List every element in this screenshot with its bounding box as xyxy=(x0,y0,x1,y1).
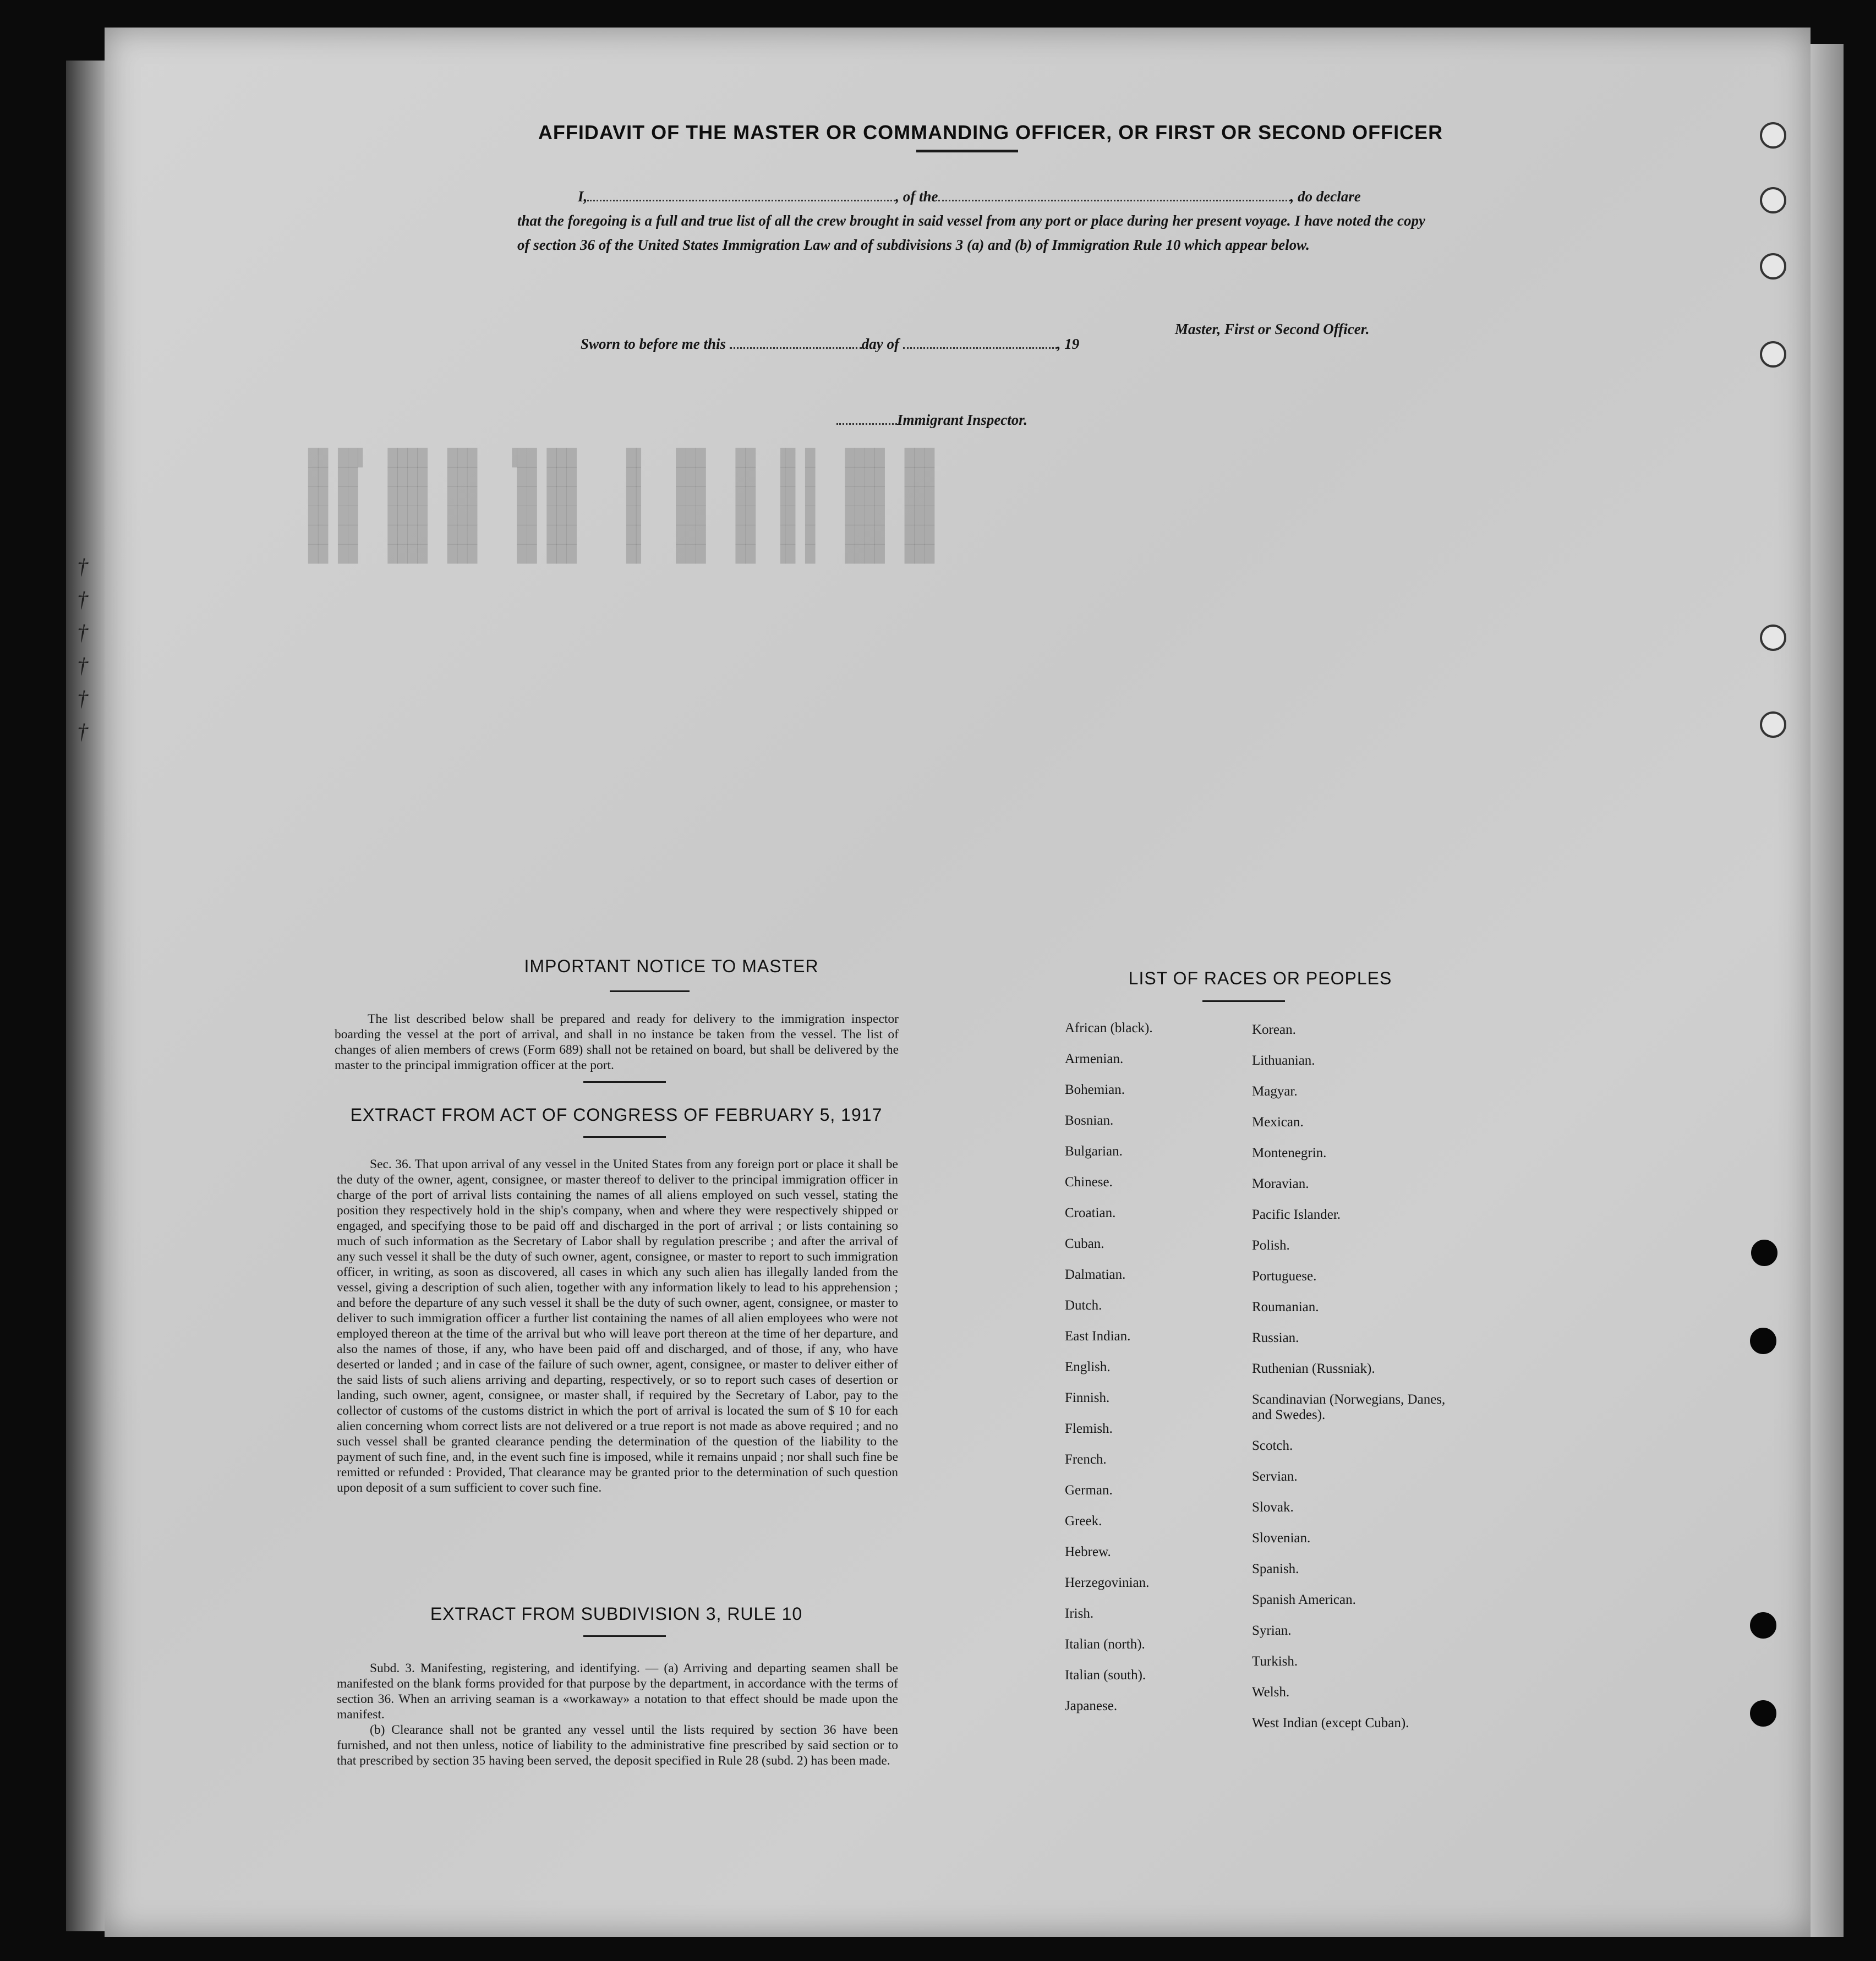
vessel-blank xyxy=(938,200,1290,201)
declaration-line xyxy=(517,184,1425,209)
race-entry: African (black). xyxy=(1065,1021,1153,1036)
race-entry: West Indian (except Cuban). xyxy=(1252,1716,1409,1730)
race-entry: Italian (north). xyxy=(1065,1637,1145,1652)
master-signature-label: Master, First or Second Officer. xyxy=(1175,321,1370,337)
day-blank xyxy=(730,347,862,349)
race-entry: Dalmatian. xyxy=(1065,1267,1126,1282)
races-left-column xyxy=(1065,1021,1153,1729)
rule-extract-underline xyxy=(583,1635,666,1637)
race-entry: Dutch. xyxy=(1065,1298,1102,1313)
notice-underline xyxy=(610,990,690,992)
act-extract-top-rule xyxy=(583,1081,666,1083)
inspector-blank xyxy=(836,423,897,425)
declaration-text: that the foregoing is a full and true list of all the crew brought in said vessel from any port or place during her present voyage. I have noted the copy of section 36 of the United States Immigration Law and of subdivisions 3 (a) and (b) of Immigration Rule 10 which appear below. xyxy=(517,212,1425,253)
race-entry: Armenian. xyxy=(1065,1051,1124,1066)
binder-hole xyxy=(1760,341,1786,368)
race-entry: Bohemian. xyxy=(1065,1082,1125,1097)
race-entry: Croatian. xyxy=(1065,1206,1116,1220)
rule-extract-title: EXTRACT FROM SUBDIVISION 3, RULE 10 xyxy=(430,1604,803,1624)
notice-paragraph: The list described below shall be prepared and ready for delivery to the immigration inspector boarding the vessel at the port of arrival, and shall in no instance be taken from the vessel. The list of changes of alien members of crews (Form 689) shall not be retained on board, but shall be delivered by the master to the principal immigration officer at the port. xyxy=(335,1012,899,1072)
day-of-label: day of xyxy=(861,336,900,352)
race-entry: Greek. xyxy=(1065,1514,1102,1529)
race-entry: Ruthenian (Russniak). xyxy=(1252,1361,1375,1376)
race-entry: Montenegrin. xyxy=(1252,1146,1327,1160)
sworn-line xyxy=(581,336,1079,353)
notice-title: IMPORTANT NOTICE TO MASTER xyxy=(524,956,819,976)
race-entry: Syrian. xyxy=(1252,1623,1292,1638)
notice-text xyxy=(335,1011,899,1073)
race-entry: Mexican. xyxy=(1252,1115,1304,1130)
binder-hole xyxy=(1750,1612,1776,1639)
scanned-left-edge xyxy=(66,61,105,1931)
race-entry: Bulgarian. xyxy=(1065,1144,1123,1159)
race-entry: Cuban. xyxy=(1065,1236,1104,1251)
race-entry: Herzegovinian. xyxy=(1065,1575,1150,1590)
title-underline xyxy=(916,150,1018,152)
race-entry: East Indian. xyxy=(1065,1329,1131,1344)
binder-hole xyxy=(1760,253,1786,280)
race-entry: Chinese. xyxy=(1065,1175,1113,1190)
race-entry: Welsh. xyxy=(1252,1685,1290,1700)
race-entry: Bosnian. xyxy=(1065,1113,1114,1128)
binder-hole xyxy=(1760,122,1786,149)
binder-hole xyxy=(1760,711,1786,738)
subdivision-b-paragraph: (b) Clearance shall not be granted any vessel until the lists required by section 36 have been furnished, and not then unless, notice of liability to the administrative fine prescribed by said section or to that prescribed by section 35 having been served, the deposit specified in Rule 28 (subd. 2) has been made. xyxy=(337,1723,898,1768)
of-the-label: , of the xyxy=(895,188,938,205)
race-entry: Russian. xyxy=(1252,1330,1299,1345)
races-underline xyxy=(1202,1000,1285,1002)
name-blank xyxy=(587,200,895,201)
binder-hole xyxy=(1760,625,1786,651)
race-entry: Moravian. xyxy=(1252,1176,1309,1191)
affidavit-body xyxy=(517,184,1425,257)
bleed-through-texture: ██ ██▌ ████ ███ ▐██ ███ █▌ ███ ██ ▐█ █ ████ ███ ██ ██ ████ ███ ██ ███ █▌ ███ ██ ▐█ █ ████ ███ ██ ██ ████ ███ ██ ███ █▌ ███ ██ ▐█ █ ████ ███ ██ ██ ████ ███ ██ ███ █▌ ███ ██ ▐█ █ ████ ███ ██ ██ ████ ███ ██ ███ █▌ ███ ██ ▐█ █ ████ ███ ██ ██ ████ ███ ██ ███ █▌ ███ ██ ▐█ █ ████ ███ xyxy=(308,448,934,564)
section-36-paragraph: Sec. 36. That upon arrival of any vessel in the United States from any foreign port or place it shall be the duty of the owner, agent, consignee, or master thereof to deliver to the principal immigration officer in charge of the port of arrival lists containing the names of all aliens employed on such vessel, stating the position they respectively hold in the ship's company, when and where they were respectively shipped or engaged, and specifying those to be paid off and discharged in the port of arrival ; or lists containing so much of such information as the Secretary of Labor shall by regulation prescribe ; and after the arrival of any such vessel it shall be the duty of such owner, agent, consignee, or master to report to such immigration officer, in writing, as soon as discovered, all cases in which any such alien has illegally landed from the vessel, giving a description of such alien, together with any information likely to lead to his apprehension ; and before the departure of any such vessel it shall be the duty of such owner, agent, consignee, or master to deliver to such immigration officer a further list containing the names of all alien employees who were not employed thereon at the time of the arrival but who will leave port thereon at the time of her departure, and also the names of those, if any, who have been paid off and discharged, and of those, if any, who have deserted or landed ; and in case of the failure of such owner, agent, consignee, or master to deliver either of the said lists of such aliens arriving and departing, respectively, or so to report such cases of desertion or landing, such owner, agent, consignee, or master shall, if required by the Secretary of Labor, pay to the collector of customs of the customs district in which the port of arrival is located the sum of $ 10 for each alien concerning whom correct lists are not delivered or a true report is not made as above required ; and no such vessel shall be granted clearance pending the determination of the question of the liability to the payment of such fine, and, in the event such fine is imposed, while it remains unpaid ; nor shall such fine be remitted or refunded : Provided, That clearance may be granted prior to the determination of such question upon deposit of a sum sufficient to cover such fine. xyxy=(337,1157,898,1495)
race-entry: Italian (south). xyxy=(1065,1668,1146,1683)
race-entry: Slovenian. xyxy=(1252,1531,1311,1546)
act-extract-underline xyxy=(583,1136,666,1138)
races-right-column xyxy=(1252,1022,1450,1746)
race-entry: English. xyxy=(1065,1360,1111,1374)
race-entry: Slovak. xyxy=(1252,1500,1294,1515)
binder-hole xyxy=(1750,1700,1776,1727)
race-entry: Magyar. xyxy=(1252,1084,1298,1099)
affidavit-title: AFFIDAVIT OF THE MASTER OR COMMANDING OFFICER, OR FIRST OR SECOND OFFICER xyxy=(538,121,1443,144)
binder-hole xyxy=(1750,1328,1776,1354)
race-entry: Servian. xyxy=(1252,1469,1298,1484)
binder-hole xyxy=(1760,187,1786,213)
race-entry: German. xyxy=(1065,1483,1113,1498)
inspector-label: Immigrant Inspector. xyxy=(897,412,1028,428)
margin-pencil-marks: † † † † † † xyxy=(77,554,88,744)
declare-label: , do declare xyxy=(1290,188,1361,205)
race-entry: Scotch. xyxy=(1252,1438,1293,1453)
document-page xyxy=(105,28,1811,1937)
race-entry: Turkish. xyxy=(1252,1654,1298,1669)
declarant-prefix: I, xyxy=(578,188,588,205)
rule-extract-text xyxy=(337,1661,898,1768)
race-entry: Lithuanian. xyxy=(1252,1053,1315,1068)
race-entry: Spanish American. xyxy=(1252,1592,1356,1607)
race-entry: Polish. xyxy=(1252,1238,1290,1253)
act-extract-title: EXTRACT FROM ACT OF CONGRESS OF FEBRUARY 5, 1917 xyxy=(350,1105,883,1125)
race-entry: Irish. xyxy=(1065,1606,1094,1621)
scanned-right-edge xyxy=(1811,44,1844,1937)
sworn-prefix: Sworn to before me this xyxy=(581,336,726,352)
race-entry: Roumanian. xyxy=(1252,1300,1319,1314)
month-blank xyxy=(903,347,1057,349)
race-entry: Scandinavian (Norwegians, Danes, and Swedes). xyxy=(1252,1392,1446,1422)
race-entry: Spanish. xyxy=(1252,1562,1299,1576)
race-entry: Flemish. xyxy=(1065,1421,1113,1436)
race-entry: Japanese. xyxy=(1065,1699,1118,1713)
race-entry: Portuguese. xyxy=(1252,1269,1317,1284)
subdivision-a-paragraph: Subd. 3. Manifesting, registering, and identifying. — (a) Arriving and departing seamen shall be manifested on the blank forms provided for that purpose by the department, in accordance with the terms of section 36. When an arriving seaman is a «workaway» a notation to that effect should be made upon the manifest. xyxy=(337,1661,898,1722)
race-entry: Hebrew. xyxy=(1065,1544,1111,1559)
race-entry: Korean. xyxy=(1252,1022,1296,1037)
inspector-line xyxy=(836,412,1027,429)
year-label: , 19 xyxy=(1057,336,1080,352)
binder-hole xyxy=(1751,1240,1777,1266)
race-entry: French. xyxy=(1065,1452,1107,1467)
act-extract-text xyxy=(337,1157,898,1496)
race-entry: Pacific Islander. xyxy=(1252,1207,1341,1222)
race-entry: Finnish. xyxy=(1065,1390,1110,1405)
races-title: LIST OF RACES OR PEOPLES xyxy=(1128,968,1392,988)
